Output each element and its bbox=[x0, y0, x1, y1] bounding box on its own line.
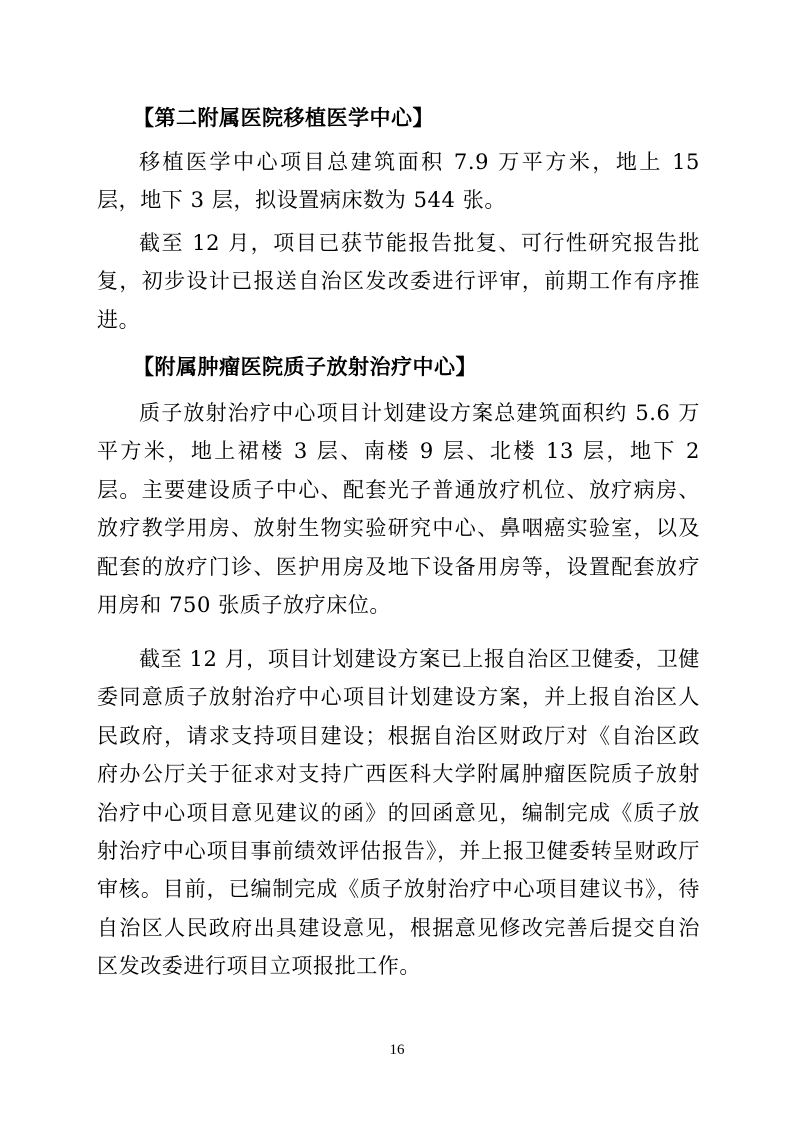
section-heading-transplant-center: 【第二附属医院移植医学中心】 bbox=[133, 105, 434, 130]
paragraph-transplant-overview: 移植医学中心项目总建筑面积 7.9 万平方米，地上 15 层，地下 3 层，拟设置病床数为 544 张。 bbox=[97, 150, 700, 213]
paragraph-proton-progress: 截至 12 月，项目计划建设方案已上报自治区卫健委，卫健委同意质子放射治疗中心项目计划建设方案，并上报自治区人民政府，请求支持项目建设；根据自治区财政厅对《自治区政府办公厅关于征求对支持广西医科大学附属肿瘤医院质子放射治疗中心项目意见建议的函》的回函意见，编制完成《质子放射治疗中心项目事前绩效评估报告》，并上报卫健委转呈财政厅审核。目前，已编制完成《质子放射治疗中心项目建议书》，待自治区人民政府出具建设意见，根据意见修改完善后提交自治区发改委进行项目立项报批工作。 bbox=[97, 647, 700, 979]
paragraph-transplant-progress: 截至 12 月，项目已获节能报告批复、可行性研究报告批复，初步设计已报送自治区发改委进行评审，前期工作有序推进。 bbox=[97, 231, 700, 332]
page-number: 16 bbox=[389, 1042, 405, 1058]
paragraph-proton-overview: 质子放射治疗中心项目计划建设方案总建筑面积约 5.6 万平方米，地上裙楼 3 层、南楼 9 层、北楼 13 层，地下 2 层。主要建设质子中心、配套光子普通放疗机位、放疗病房、放疗教学用房、放射生物实验研究中心、鼻咽癌实验室，以及配套的放疗门诊、医护用房及地下设备用房等，设置配套放疗用房和 750 张质子放疗床位。 bbox=[97, 401, 700, 618]
section-heading-proton-center: 【附属肿瘤医院质子放射治疗中心】 bbox=[133, 354, 477, 379]
